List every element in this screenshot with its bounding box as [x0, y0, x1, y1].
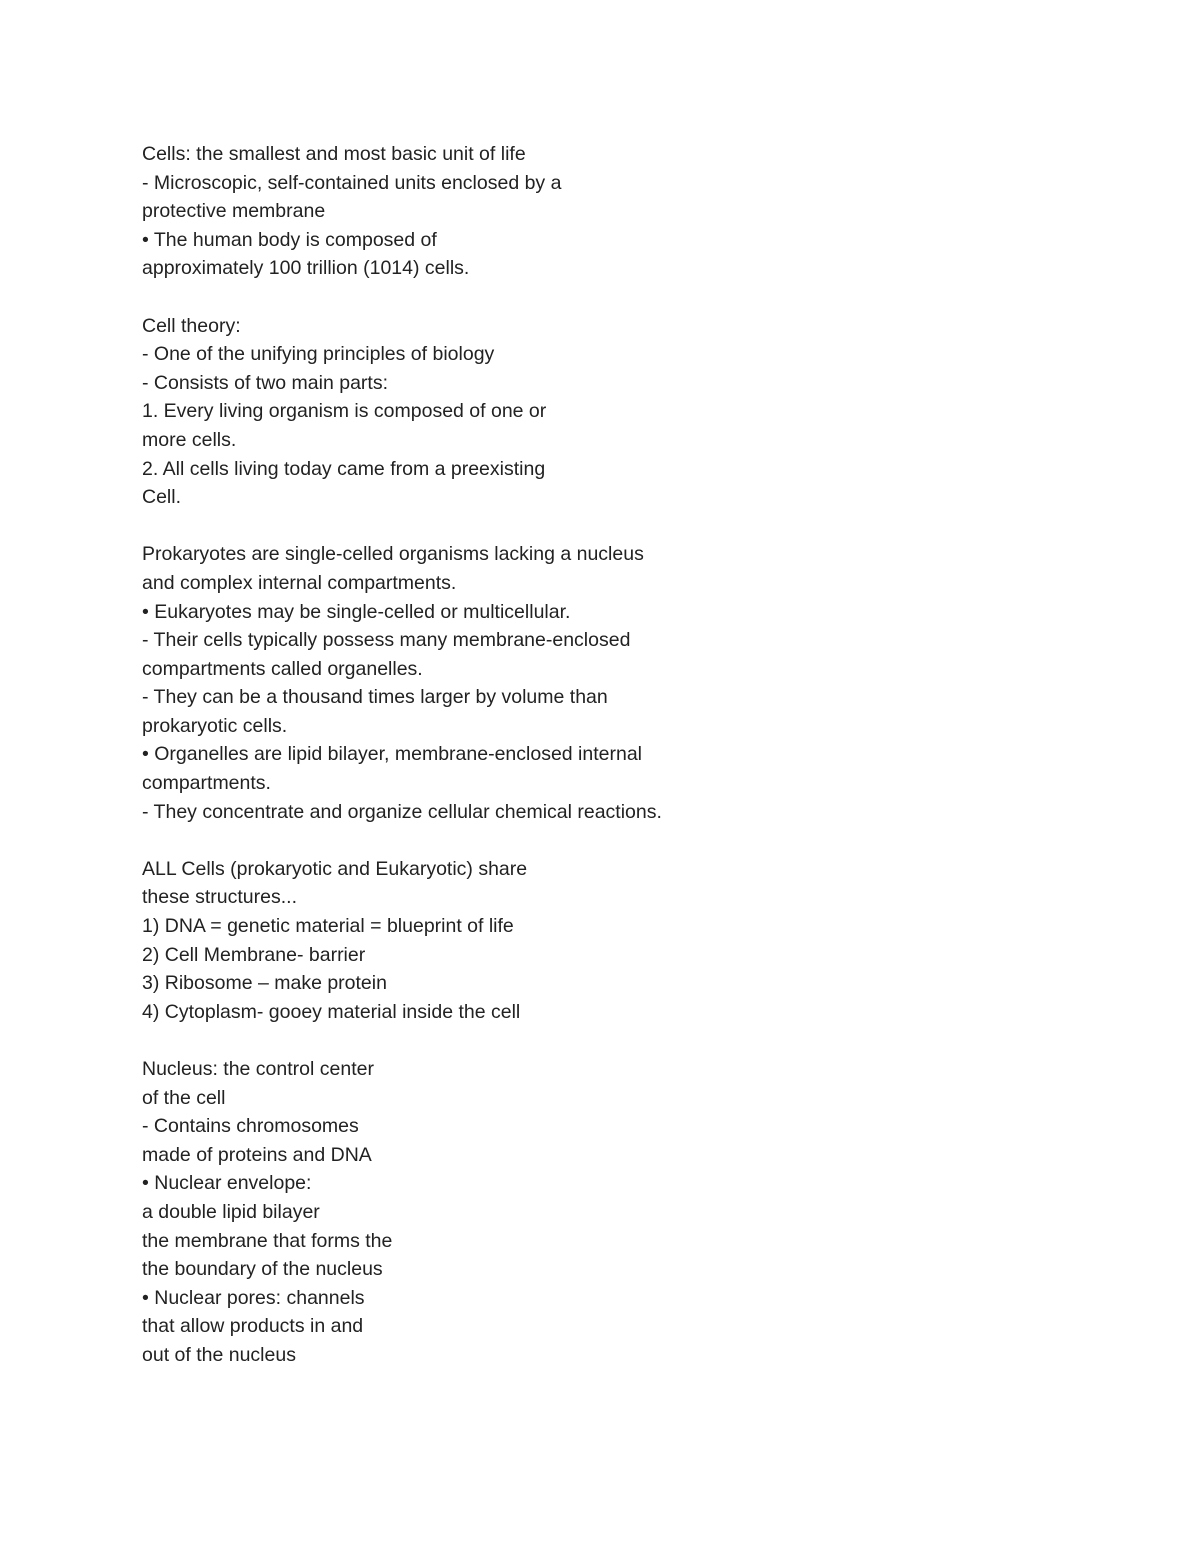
- text-line: - Their cells typically possess many membrane-enclosed: [142, 629, 631, 652]
- text-line: prokaryotic cells.: [142, 714, 288, 737]
- text-line: approximately 100 trillion (1014) cells.: [142, 257, 470, 280]
- text-line: 1. Every living organism is composed of one or: [142, 400, 547, 423]
- text-line: these structures...: [142, 886, 297, 909]
- text-line: 3) Ribosome – make protein: [142, 972, 387, 995]
- text-line: 1) DNA = genetic material = blueprint of life: [142, 915, 514, 938]
- text-line: the boundary of the nucleus: [142, 1258, 383, 1281]
- paragraph-nucleus: [142, 1055, 1142, 1370]
- text-line: compartments.: [142, 772, 271, 795]
- text-line: • Nuclear pores: channels: [142, 1286, 365, 1309]
- text-line: - One of the unifying principles of biology: [142, 343, 495, 366]
- text-line: and complex internal compartments.: [142, 571, 457, 594]
- text-line: made of proteins and DNA: [142, 1143, 372, 1166]
- text-line: Nucleus: the control center: [142, 1058, 374, 1080]
- text-line: protective membrane: [142, 200, 326, 223]
- text-line: - They can be a thousand times larger by volume than: [142, 686, 608, 709]
- text-line: Cell.: [142, 486, 182, 509]
- text-line: Prokaryotes are single-celled organisms lacking a nucleus: [142, 543, 644, 566]
- text-line: 2. All cells living today came from a preexisting: [142, 457, 546, 480]
- text-line: - They concentrate and organize cellular chemical reactions.: [142, 800, 662, 823]
- text-line: • Eukaryotes may be single-celled or multicellular.: [142, 600, 571, 623]
- text-line: ALL Cells (prokaryotic and Eukaryotic) share: [142, 857, 528, 880]
- text-line: more cells.: [142, 428, 237, 451]
- text-line: - Consists of two main parts:: [142, 371, 388, 394]
- text-line: of the cell: [142, 1086, 226, 1109]
- text-line: out of the nucleus: [142, 1343, 296, 1366]
- paragraph-cell-theory: [142, 312, 1142, 512]
- text-line: Cells: the smallest and most basic unit of life: [142, 143, 526, 165]
- paragraph-cells: [142, 140, 1142, 283]
- text-line: - Microscopic, self-contained units enclosed by a: [142, 171, 562, 194]
- text-line: - Contains chromosomes: [142, 1115, 359, 1138]
- text-line: the membrane that forms the: [142, 1229, 393, 1252]
- text-line: a double lipid bilayer: [142, 1200, 320, 1223]
- text-line: compartments called organelles.: [142, 657, 423, 680]
- text-line: that allow products in and: [142, 1315, 364, 1338]
- paragraph-spacer: [142, 826, 1142, 855]
- text-line: • Nuclear envelope:: [142, 1172, 312, 1195]
- text-line: • The human body is composed of: [142, 228, 437, 251]
- paragraph-prokaryotes: [142, 540, 1142, 826]
- text-line: • Organelles are lipid bilayer, membrane-enclosed internal: [142, 743, 643, 766]
- text-line: 4) Cytoplasm- gooey material inside the cell: [142, 1000, 521, 1023]
- paragraph-spacer: [142, 1026, 1142, 1055]
- text-line: Cell theory:: [142, 314, 241, 337]
- paragraph-spacer: [142, 512, 1142, 541]
- paragraph-shared-structures: [142, 855, 1142, 1027]
- document-body: [142, 140, 1142, 1370]
- paragraph-spacer: [142, 283, 1142, 312]
- text-line: 2) Cell Membrane- barrier: [142, 943, 366, 966]
